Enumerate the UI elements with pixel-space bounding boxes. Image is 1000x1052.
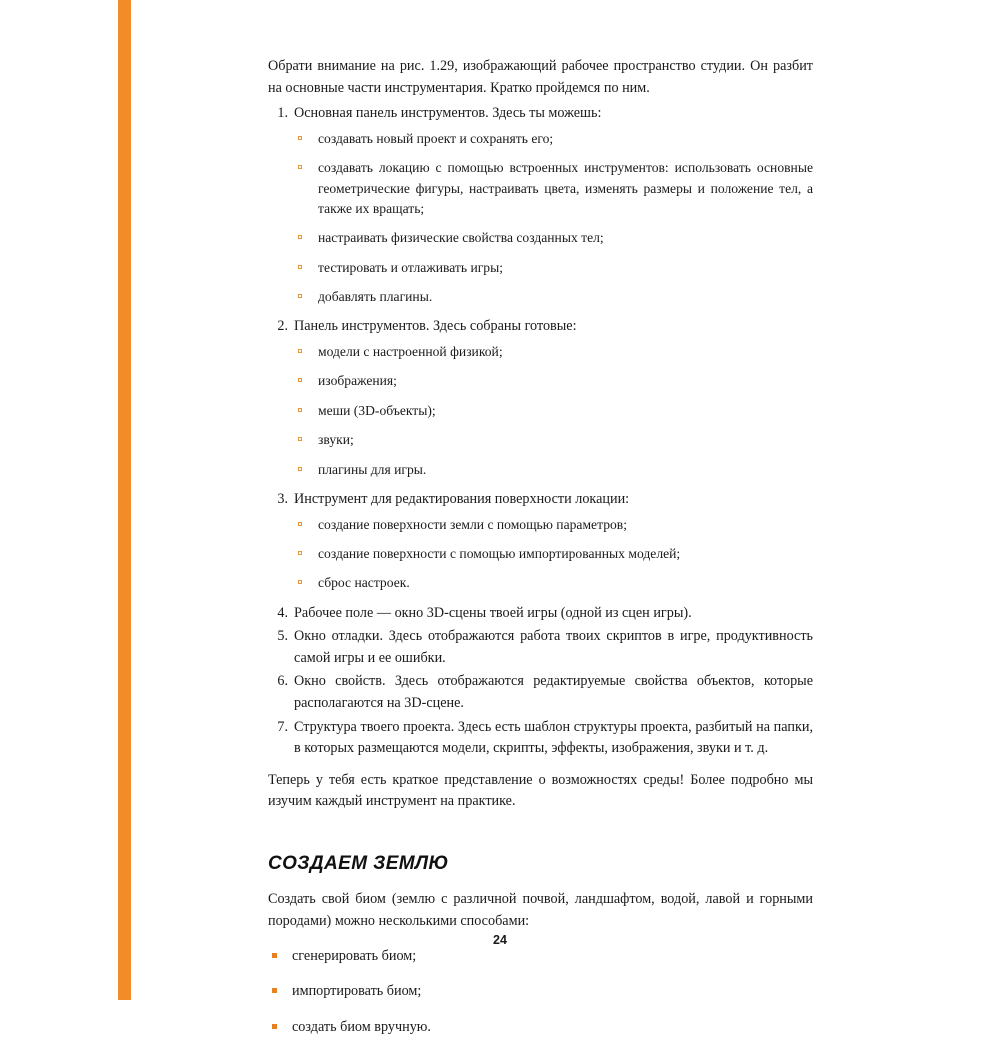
sub-list-item-text: сброс настроек. [318,575,410,591]
sub-list-item [294,129,813,149]
bullet-list-item-text: импортировать биом; [292,983,422,1000]
sub-list-item [294,573,813,593]
square-bullet-icon [298,408,302,412]
list-item [268,489,813,594]
section-bullet-list [268,946,813,1038]
page-number: 24 [493,933,507,947]
list-item-number: 4. [277,604,288,621]
square-bullet-icon [298,294,302,298]
sub-list-item-text: плагины для игры. [318,461,427,477]
section-intro-paragraph: Создать свой биом (землю с различной почвой, ландшафтом, водой, лавой и горными породами) можно несколькими способами: [268,890,813,929]
list-item-number: 6. [277,673,288,690]
list-item-text: Основная панель инструментов. Здесь ты можешь: [294,105,602,122]
intro-paragraph: Обрати внимание на рис. 1.29, изображающий рабочее пространство студии. Он разбит на основные части инструментария. Кратко пройдемся по ним. [268,58,813,96]
list-item-text: Окно отладки. Здесь отображаются работа твоих скриптов в игре, продуктивность самой игры и ее ошибки. [294,628,813,666]
sub-list-item [294,371,813,391]
sub-list-item-text: создание поверхности с помощью импортированных моделей; [318,545,681,561]
list-item [268,671,813,714]
sub-list-item-text: звуки; [318,432,354,448]
square-bullet-icon [298,349,302,353]
page-content [268,56,813,1052]
square-bullet-icon [298,235,302,239]
sub-list-item [294,228,813,248]
sub-list [294,342,813,480]
list-item-number: 7. [277,718,288,735]
square-bullet-icon [298,467,302,471]
sub-list-item [294,401,813,421]
closing-paragraph: Теперь у тебя есть краткое представление о возможностях среды! Более подробно мы изучим каждый инструмент на практике. [268,771,813,810]
square-bullet-icon [298,522,302,526]
square-bullet-icon [298,580,302,584]
sub-list-item-text: тестировать и отлаживать игры; [318,259,504,275]
sub-list-item [294,460,813,480]
sub-list-item [294,287,813,307]
bullet-list-item [268,981,813,1002]
bullet-list-item [268,946,813,967]
sub-list-item [294,158,813,219]
filled-square-bullet-icon [272,1024,277,1029]
sub-list-item [294,342,813,362]
section-heading: СОЗДАЕМ ЗЕМЛЮ [268,852,449,874]
list-item-text: Панель инструментов. Здесь собраны готовые: [294,318,577,335]
sub-list-item-text: настраивать физические свойства созданных тел; [318,230,604,246]
bullet-list-item [268,1017,813,1038]
square-bullet-icon [298,378,302,382]
sub-list-item-text: меши (3D-объекты); [318,402,436,418]
square-bullet-icon [298,437,302,441]
bullet-list-item-text: создать биом вручную. [292,1018,431,1035]
list-item [268,603,813,625]
filled-square-bullet-icon [272,953,277,958]
closing-block [268,770,813,813]
list-item [268,103,813,307]
sub-list-item-text: создавать новый проект и сохранять его; [318,130,554,146]
list-item-text: Инструмент для редактирования поверхности локации: [294,491,630,507]
list-item [268,316,813,480]
sub-list [294,515,813,594]
accent-side-bar [118,0,131,1000]
sub-list [294,129,813,308]
square-bullet-icon [298,551,302,555]
square-bullet-icon [298,165,302,169]
list-item-text: Рабочее поле — окно 3D-сцены твоей игры (одной из сцен игры). [294,604,692,621]
sub-list-item [294,515,813,535]
sub-list-item [294,430,813,450]
list-item [268,626,813,669]
sub-list-item-text: модели с настроенной физикой; [318,344,503,360]
filled-square-bullet-icon [272,988,277,993]
sub-list-item-text: добавлять плагины. [318,289,433,305]
square-bullet-icon [298,265,302,269]
list-item-text: Окно свойств. Здесь отображаются редактируемые свойства объектов, которые располагаются на 3D-сцене. [294,673,813,712]
list-item-number: 5. [277,628,288,645]
list-item-text: Структура твоего проекта. Здесь есть шаблон структуры проекта, разбитый на папки, в которых размещаются модели, скрипты, эффекты, изображения, звуки и т. д. [294,718,813,757]
sub-list-item [294,544,813,564]
sub-list-item [294,258,813,278]
square-bullet-icon [298,136,302,140]
sub-list-item-text: создание поверхности земли с помощью параметров; [318,516,627,532]
sub-list-item-text: создавать локацию с помощью встроенных инструментов: использовать основные геометрические фигуры, настраивать цвета, изменять размеры и положение тел, а также их вращать; [318,160,813,216]
sub-list-item-text: изображения; [318,373,397,389]
numbered-list [268,103,813,760]
bullet-list-item-text: сгенерировать биом; [292,948,417,965]
list-item-number: 1. [277,105,288,122]
list-item-number: 3. [277,491,288,507]
list-item [268,717,813,760]
list-item-number: 2. [277,318,288,335]
